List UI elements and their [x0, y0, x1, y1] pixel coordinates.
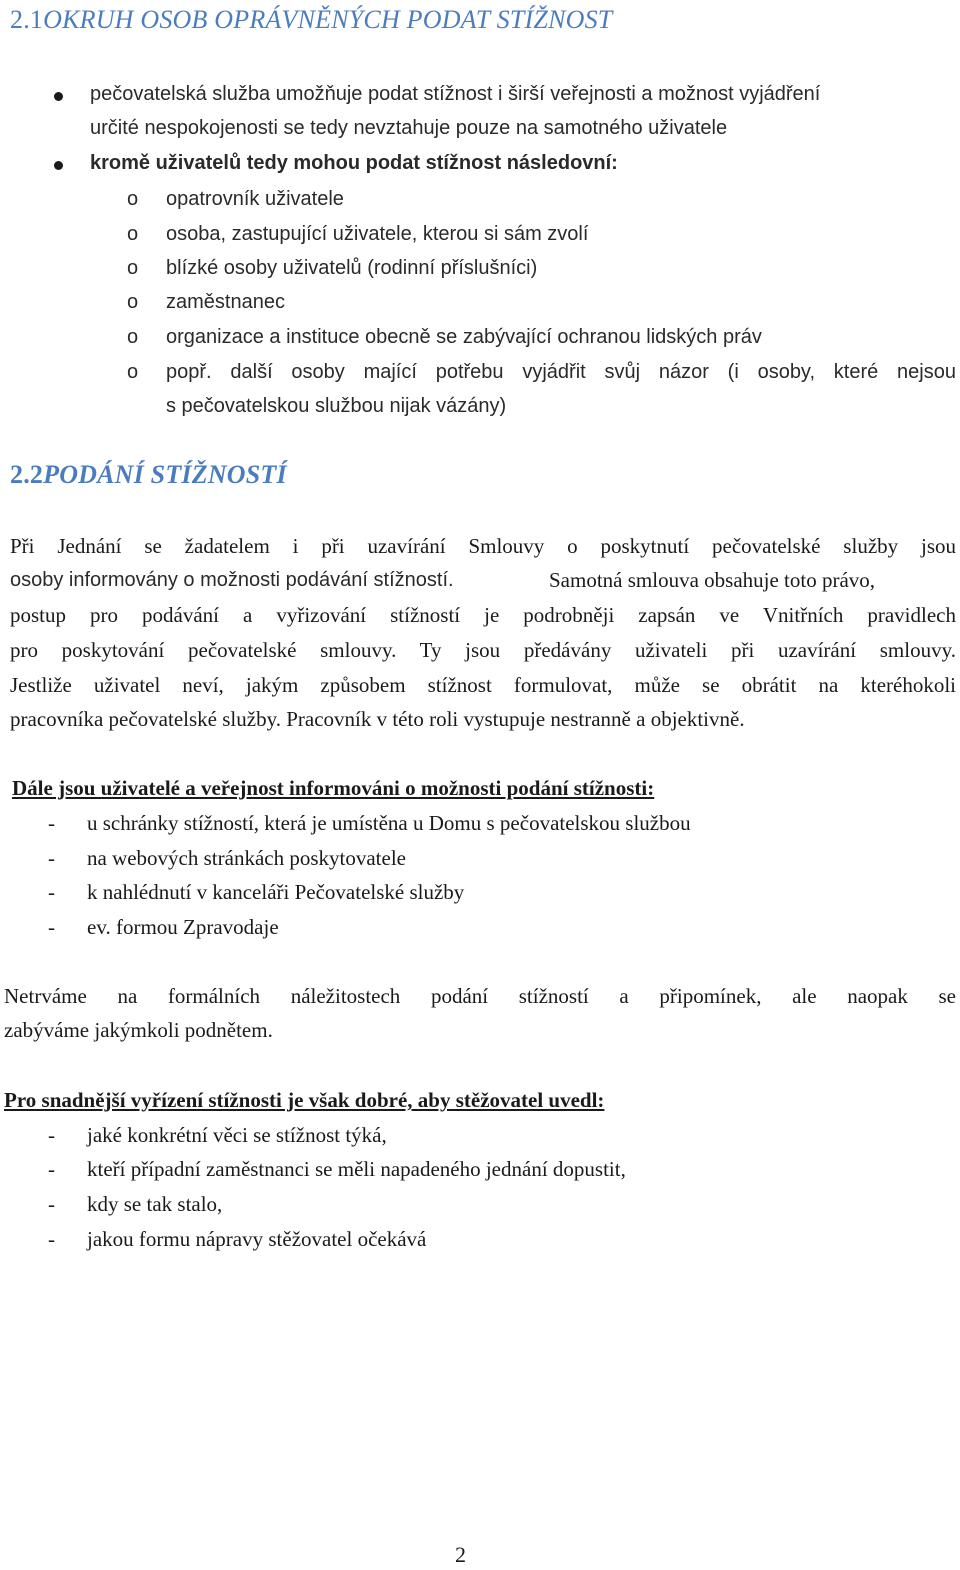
- page-number: 2: [455, 1542, 466, 1567]
- sub-bullet-marker: o: [127, 188, 139, 210]
- info-heading: Dále jsou uživatelé a veřejnost informováni o možnosti podání stížnosti:: [12, 776, 655, 800]
- sub-bullet-marker: o: [127, 326, 139, 348]
- bullet-line-bold: kromě uživatelů tedy mohou podat stížnost následovní:: [90, 152, 618, 174]
- paragraph-line: Samotná smlouva obsahuje toto právo,: [549, 568, 876, 592]
- bullet-line: určité nespokojenosti se tedy nevztahuje pouze na samotného uživatele: [90, 117, 728, 139]
- complaint-item: kdy se tak stalo,: [87, 1192, 223, 1216]
- sub-item: s pečovatelskou službou nijak vázány): [166, 395, 507, 417]
- dash-marker: -: [48, 846, 55, 870]
- sub-bullet-marker: o: [127, 361, 139, 383]
- paragraph-line: Jestliže uživatel neví, jakým způsobem stížnost formulovat, může se obrátit na kteréhokoli: [10, 673, 956, 697]
- dash-marker: -: [48, 1157, 55, 1181]
- complaint-item: jaké konkrétní věci se stížnost týká,: [87, 1123, 387, 1147]
- dash-marker: -: [48, 915, 55, 939]
- sub-bullet-marker: o: [127, 257, 139, 279]
- section-title: PODÁNÍ STÍŽNOSTÍ: [43, 460, 287, 489]
- sub-item: popř. další osoby mající potřebu vyjádřit svůj názor (i osoby, které nejsou: [166, 361, 956, 383]
- paragraph-line: zabýváme jakýmkoli podnětem.: [4, 1018, 273, 1042]
- sub-item: osoba, zastupující uživatele, kterou si sám zvolí: [166, 223, 589, 245]
- info-item: ev. formou Zpravodaje: [87, 915, 279, 939]
- paragraph-line: postup pro podávání a vyřizování stížností je podrobněji zapsán ve Vnitřních pravidlech: [10, 603, 956, 627]
- dash-marker: -: [48, 1123, 55, 1147]
- info-item: na webových stránkách poskytovatele: [87, 846, 406, 870]
- complaint-heading-text: Pro snadnější vyřízení stížnosti je však dobré, aby stěžovatel uvedl:: [4, 1088, 605, 1112]
- section-number: 2.2: [10, 460, 44, 489]
- paragraph-line: Netrváme na formálních náležitostech podání stížností a připomínek, ale naopak se: [4, 984, 956, 1008]
- complaint-heading: [4, 1088, 604, 1113]
- info-item: u schránky stížností, která je umístěna u Domu s pečovatelskou službou: [87, 811, 691, 835]
- paragraph-line: pracovníka pečovatelské služby. Pracovník v této roli vystupuje nestranně a objektivně.: [10, 707, 745, 731]
- sub-item: opatrovník uživatele: [166, 188, 344, 210]
- complaint-item: kteří případní zaměstnanci se měli napadeného jednání dopustit,: [87, 1157, 626, 1181]
- sub-bullet-marker: o: [127, 223, 139, 245]
- dash-marker: -: [48, 1227, 55, 1251]
- dash-marker: -: [48, 880, 55, 904]
- dash-marker: -: [48, 1192, 55, 1216]
- sub-bullet-marker: o: [127, 291, 139, 313]
- dash-marker: -: [48, 811, 55, 835]
- section-number: 2.1: [10, 5, 44, 34]
- section-heading-2-1: [10, 5, 612, 35]
- sub-item: organizace a instituce obecně se zabývající ochranou lidských práv: [166, 326, 762, 348]
- bullet-line: pečovatelská služba umožňuje podat stížnost i širší veřejnosti a možnost vyjádření: [90, 83, 821, 105]
- paragraph-line: Při Jednání se žadatelem i při uzavírání Smlouvy o poskytnutí pečovatelské služby jsou: [10, 534, 956, 558]
- paragraph-line: pro poskytování pečovatelské smlouvy. Ty jsou předávány uživateli při uzavírání smlouvy.: [10, 638, 956, 662]
- section-title: OKRUH OSOB OPRÁVNĚNÝCH PODAT STÍŽNOST: [43, 5, 613, 34]
- paragraph-line: osoby informovány o možnosti podávání stížností.: [10, 569, 454, 591]
- info-item: k nahlédnutí v kanceláři Pečovatelské služby: [87, 880, 465, 904]
- sub-item: blízké osoby uživatelů (rodinní příslušníci): [166, 257, 538, 279]
- bullet-dot: [54, 92, 63, 101]
- section-heading-2-2: [10, 460, 287, 490]
- complaint-item: jakou formu nápravy stěžovatel očekává: [87, 1227, 427, 1251]
- bullet-dot: [54, 161, 63, 170]
- sub-item: zaměstnanec: [166, 291, 285, 313]
